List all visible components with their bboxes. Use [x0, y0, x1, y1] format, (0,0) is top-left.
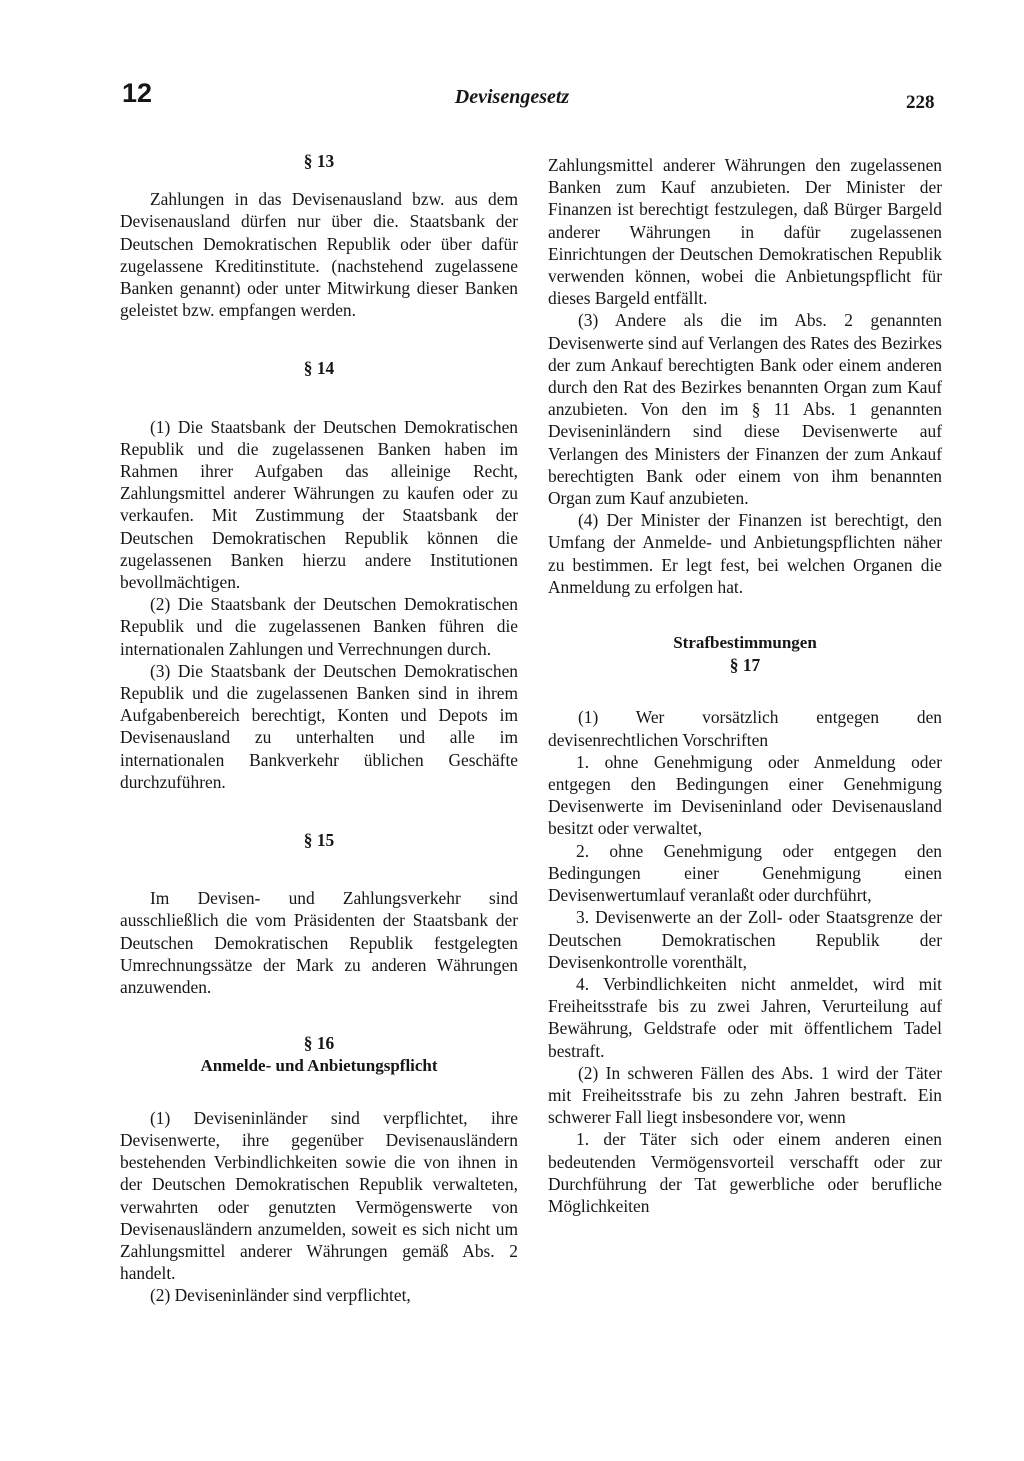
section-16-paragraph-4: (4) Der Minister der Finanzen ist berechtigt, den Umfang der Anmelde- und Anbietungspflichten näher zu bestimmen. Er legt fest, bei welchen Organen die Anmeldung zu erfolgen hat.: [548, 510, 942, 597]
right-column: [548, 154, 942, 1217]
left-column: [120, 150, 518, 1307]
section-16-paragraph-2: (2) Deviseninländer sind verpflichtet,: [150, 1285, 411, 1306]
section-17-item-4: 4. Verbindlichkeiten nicht anmeldet, wird mit Freiheitsstrafe bis zu zwei Jahren, Verurteilung auf Bewährung, Geldstrafe oder mit öffentlichem Tadel bestraft.: [548, 973, 942, 1061]
running-title: Devisengesetz: [454, 86, 570, 108]
chapter-number: 12: [122, 78, 153, 108]
section-15-heading: § 15: [303, 830, 335, 851]
section-17-item-2: 2. ohne Genehmigung oder entgegen den Bedingungen einer Genehmigung einen Devisenwertumlauf veranlaßt oder durchführt,: [548, 840, 942, 906]
section-14-paragraph-1: (1) Die Staatsbank der Deutschen Demokratischen Republik und die zugelassenen Banken haben im Rahmen ihrer Aufgaben das alleinige Recht, Zahlungsmittel anderer Währungen zu kaufen oder zu verkaufen. Mit Zustimmung der Staatsbank der Deutschen Demokratischen Republik können die zugelassenen Banken hierzu andere Institutionen bevollmächtigen.: [120, 416, 518, 593]
section-14-paragraph-2: (2) Die Staatsbank der Deutschen Demokratischen Republik und die zugelassenen Banken führen die internationalen Zahlungen und Verrechnungen durch.: [120, 594, 518, 659]
section-16-paragraph-2-continued: Zahlungsmittel anderer Währungen den zugelassenen Banken zum Kauf anzubieten. Der Minister der Finanzen ist berechtigt festzulegen, daß Bürger Bargeld anderer Währungen in dafür zugelassenen Einrichtungen der Deutschen Demokratischen Republik verwenden können, wobei die Anbietungspflicht für dieses Bargeld entfällt.: [548, 155, 942, 309]
section-16-title: Anmelde- und Anbietungspflicht: [200, 1055, 438, 1075]
section-17-title: Strafbestimmungen: [673, 633, 817, 653]
section-13-heading: § 13: [303, 151, 335, 171]
section-15-paragraph: Im Devisen- und Zahlungsverkehr sind ausschließlich die vom Präsidenten der Staatsbank der Deutschen Demokratischen Republik festgelegten Umrechnungssätze der Mark zu anderen Währungen anzuwenden.: [120, 888, 518, 998]
page-number: 228: [906, 92, 935, 113]
section-14-heading: § 14: [303, 358, 335, 379]
section-13-paragraph: Zahlungen in das Devisenausland bzw. aus dem Devisenausland dürfen nur über die. Staatsbank der Deutschen Demokratischen Republik oder über dafür zugelassene Kreditinstitute. (nachstehend zugelassene Banken genannt) oder unter Mitwirkung dieser Banken geleistet bzw. empfangen werden.: [120, 189, 518, 321]
section-17-heading: § 17: [729, 655, 761, 676]
section-16-heading: § 16: [303, 1033, 335, 1054]
section-16-paragraph-1: (1) Deviseninländer sind verpflichtet, ihre Devisenwerte, ihre gegenüber Devisenausländern bestehenden Verbindlichkeiten sowie die von ihnen in der Deutschen Demokratischen Republik verwalteten, verwahrten oder genutzten Vermögenswerte von Devisenausländern anzumelden, soweit es sich nicht um Zahlungsmittel anderer Währungen gemäß Abs. 2 handelt.: [120, 1107, 518, 1284]
section-16-paragraph-3: (3) Andere als die im Abs. 2 genannten Devisenwerte sind auf Verlangen des Rates des Bezirkes der zum Ankauf berechtigten Bank oder einem anderen durch den Rat des Bezirkes benannten Organ zum Kauf anzubieten. Von den im § 11 Abs. 1 genannten Deviseninländern sind diese Devisenwerte auf Verlangen des Ministers der Finanzen der zum Ankauf berechtigten Bank oder einem von ihm benannten Organ zum Kauf anzubieten.: [548, 310, 942, 509]
section-17-item-1: 1. ohne Genehmigung oder Anmeldung oder entgegen den Bedingungen einer Genehmigung Devisenwerte im Deviseninland oder Devisenausland besitzt oder verwaltet,: [548, 751, 942, 839]
section-17-item-5: 1. der Täter sich oder einem anderen einen bedeutenden Vermögensvorteil verschafft oder zur Durchführung der Tat gewerbliche oder berufliche Möglichkeiten: [548, 1129, 942, 1216]
section-17-paragraph-1: (1) Wer vorsätzlich entgegen den devisenrechtlichen Vorschriften: [548, 707, 942, 750]
section-14-paragraph-3: (3) Die Staatsbank der Deutschen Demokratischen Republik und die zugelassenen Banken sind in ihrem Aufgabenbereich berechtigt, Konten und Depots im Devisenausland zu unterhalten und alle im internationalen Bankverkehr üblichen Geschäfte durchzuführen.: [120, 660, 518, 792]
section-17-paragraph-2: (2) In schweren Fällen des Abs. 1 wird der Täter mit Freiheitsstrafe bis zu zehn Jahren bestraft. Ein schwerer Fall liegt insbesondere vor, wenn: [548, 1062, 942, 1128]
section-17-item-3: 3. Devisenwerte an der Zoll- oder Staatsgrenze der Deutschen Demokratischen Republik der Devisenkontrolle vorenthält,: [548, 907, 942, 972]
